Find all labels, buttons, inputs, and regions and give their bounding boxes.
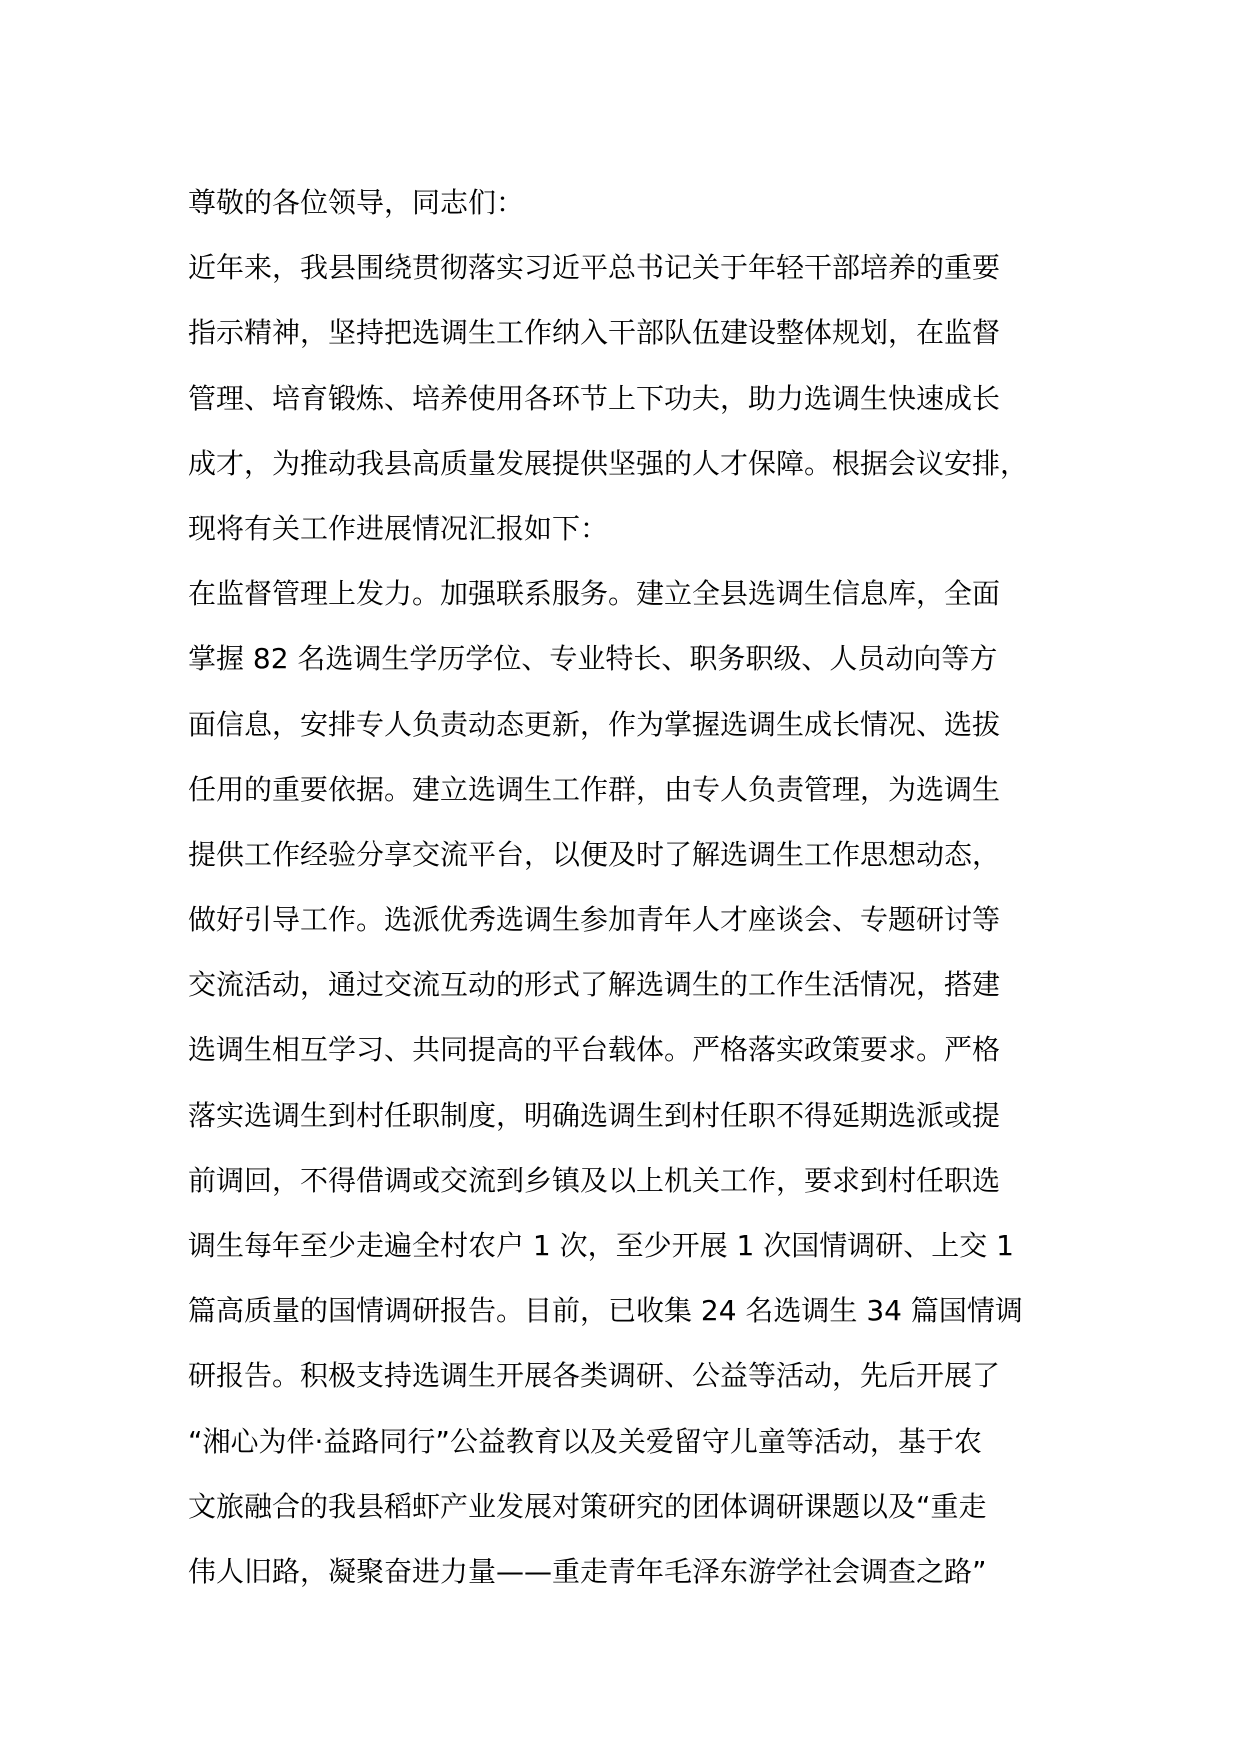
text-line: 做好引导工作。选派优秀选调生参加青年人才座谈会、专题研讨等 — [188, 903, 1001, 937]
salutation-line: 尊敬的各位领导，同志们： — [188, 186, 525, 219]
text-line: 研报告。积极支持选调生开展各类调研、公益等活动，先后开展了 — [188, 1359, 1001, 1393]
text-line: 伟人旧路，凝聚奋进力量——重走青年毛泽东游学社会调查之路” — [188, 1554, 987, 1588]
text-line: 文旅融合的我县稻虾产业发展对策研究的团体调研课题以及“重走 — [188, 1489, 987, 1523]
document-body — [188, 170, 1088, 1604]
text-line: 落实选调生到村任职制度，明确选调生到村任职不得延期选派或提 — [188, 1098, 1001, 1132]
text-line: 篇高质量的国情调研报告。目前，已收集 24 名选调生 34 篇国情调 — [188, 1294, 1023, 1328]
text-line: 面信息，安排专人负责动态更新，作为掌握选调生成长情况、选拔 — [188, 707, 1001, 741]
text-line: 掌握 82 名选调生学历学位、专业特长、职务职级、人员动向等方 — [188, 642, 998, 676]
text-line: 成才，为推动我县高质量发展提供坚强的人才保障。根据会议安排， — [188, 446, 1029, 480]
text-line: 管理、培育锻炼、培养使用各环节上下功夫，助力选调生快速成长 — [188, 381, 1001, 415]
text-line: 在监督管理上发力。加强联系服务。建立全县选调生信息库，全面 — [188, 577, 1001, 611]
text-line: 选调生相互学习、共同提高的平台载体。严格落实政策要求。严格 — [188, 1033, 1001, 1067]
text-line: 交流活动，通过交流互动的形式了解选调生的工作生活情况，搭建 — [188, 968, 1001, 1002]
text-line: 调生每年至少走遍全村农户 1 次，至少开展 1 次国情调研、上交 1 — [188, 1229, 1014, 1262]
text-line: 近年来，我县围绕贯彻落实习近平总书记关于年轻干部培养的重要 — [188, 251, 1001, 285]
text-line: 指示精神，坚持把选调生工作纳入干部队伍建设整体规划，在监督 — [188, 316, 1001, 350]
text-line: 前调回，不得借调或交流到乡镇及以上机关工作，要求到村任职选 — [188, 1163, 1001, 1197]
text-line: 任用的重要依据。建立选调生工作群，由专人负责管理，为选调生 — [188, 772, 1001, 806]
text-line: 现将有关工作进展情况汇报如下： — [188, 511, 609, 545]
text-line: 提供工作经验分享交流平台，以便及时了解选调生工作思想动态， — [188, 837, 1001, 871]
text-line: “湘心为伴·益路同行”公益教育以及关爱留守儿童等活动，基于农 — [188, 1424, 982, 1458]
